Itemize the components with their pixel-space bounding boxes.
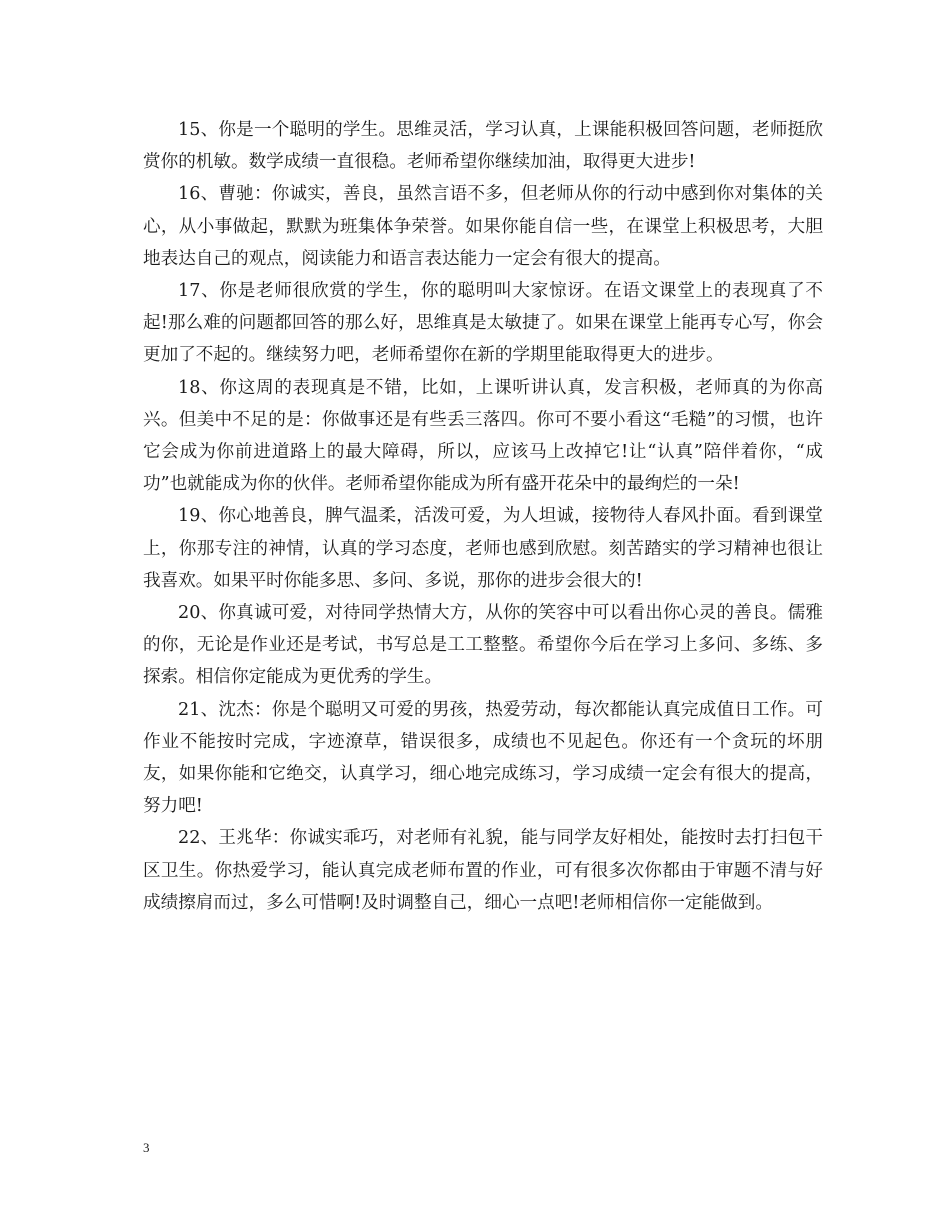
comment-paragraph-20: 20、你真诚可爱，对待同学热情大方，从你的笑容中可以看出你心灵的善良。儒雅的你，无论是作业还是考试，书写总是工工整整。希望你今后在学习上多问、多练、多探索。相信你定能成为更优秀的学生。 bbox=[143, 603, 823, 688]
page-number: 3 bbox=[143, 1140, 150, 1155]
comment-paragraph-16: 16、曹驰：你诚实，善良，虽然言语不多，但老师从你的行动中感到你对集体的关心，从小事做起，默默为班集体争荣誉。如果你能自信一些，在课堂上积极思考，大胆地表达自己的观点，阅读能力和语言表达能力一定会有很大的提高。 bbox=[143, 184, 823, 269]
comment-paragraph-18: 18、你这周的表现真是不错，比如，上课听讲认真，发言积极，老师真的为你高兴。但美中不足的是：你做事还是有些丢三落四。你可不要小看这“毛糙”的习惯，也许它会成为你前进道路上的最大障碍，所以，应该马上改掉它!让“认真”陪伴着你，“成功”也就能成为你的伙伴。老师希望你能成为所有盛开花朵中的最绚烂的一朵! bbox=[143, 377, 823, 495]
comment-paragraph-21: 21、沈杰：你是个聪明又可爱的男孩，热爱劳动，每次都能认真完成值日工作。可作业不能按时完成，字迹潦草，错误很多，成绩也不见起色。你还有一个贪玩的坏朋友，如果你能和它绝交，认真学习，细心地完成练习，学习成绩一定会有很大的提高，努力吧! bbox=[143, 699, 823, 817]
page-body bbox=[143, 114, 823, 919]
comment-paragraph-15: 15、你是一个聪明的学生。思维灵活，学习认真，上课能积极回答问题，老师挺欣赏你的机敏。数学成绩一直很稳。老师希望你继续加油，取得更大进步! bbox=[143, 120, 823, 173]
comment-paragraph-19: 19、你心地善良，脾气温柔，活泼可爱，为人坦诚，接物待人春风扑面。看到课堂上，你那专注的神情，认真的学习态度，老师也感到欣慰。刻苦踏实的学习精神也很让我喜欢。如果平时你能多思、多问、多说，那你的进步会很大的! bbox=[143, 506, 823, 591]
comment-paragraph-17: 17、你是老师很欣赏的学生，你的聪明叫大家惊讶。在语文课堂上的表现真了不起!那么难的问题都回答的那么好，思维真是太敏捷了。如果在课堂上能再专心写，你会更加了不起的。继续努力吧，老师希望你在新的学期里能取得更大的进步。 bbox=[143, 281, 823, 366]
comment-paragraph-22: 22、王兆华：你诚实乖巧，对老师有礼貌，能与同学友好相处，能按时去打扫包干区卫生。你热爱学习，能认真完成老师布置的作业，可有很多次你都由于审题不清与好成绩擦肩而过，多么可惜啊!及时调整自己，细心一点吧!老师相信你一定能做到。 bbox=[143, 828, 823, 913]
